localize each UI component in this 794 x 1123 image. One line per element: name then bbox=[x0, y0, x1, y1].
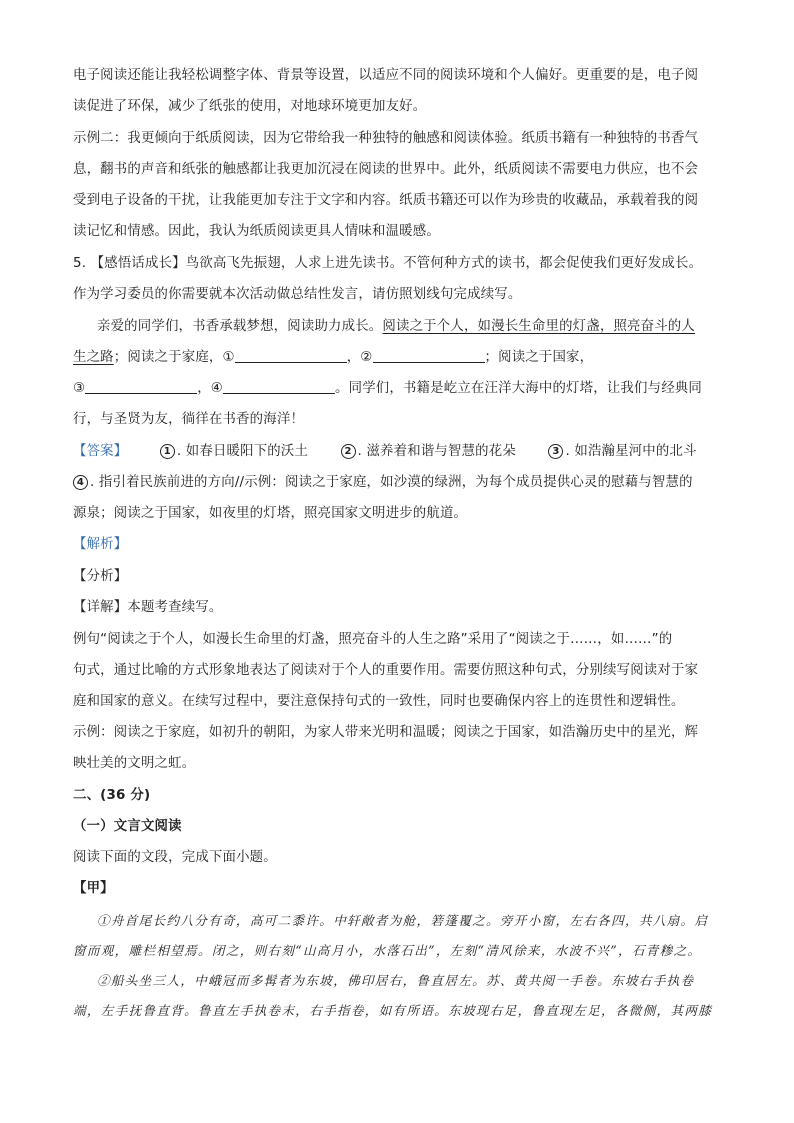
paragraph-line: 息，翻书的声音和纸张的触感都让我更加沉浸在阅读的世界中。此外，纸质阅读不需要电力供应，也不会 bbox=[73, 162, 699, 177]
paragraph-line: 电子阅读还能让我轻松调整字体、背景等设置，以适应不同的阅读环境和个人偏好。更重要的是，电子阅 bbox=[73, 68, 699, 83]
paragraph-line: 读促进了环保，减少了纸张的使用，对地球环境更加友好。 bbox=[73, 99, 427, 114]
underlined-example: 生之路 bbox=[73, 350, 114, 365]
answer-blank-2[interactable] bbox=[373, 348, 485, 363]
speech-text: 亲爱的同学们，书香承载梦想，阅读助力成长。 bbox=[97, 319, 383, 334]
speech-text: ，② bbox=[346, 350, 373, 365]
subsection-heading: （一）文言文阅读 bbox=[73, 819, 182, 834]
answer-text: . 滋养着和谐与智慧的花朵 bbox=[357, 444, 516, 459]
question-5-prompt: 5. 【感悟话成长】鸟欲高飞先振翅，人求上进先读书。不管何种方式的读书，都会促使我们更好发成长。 bbox=[73, 256, 703, 271]
classical-text-line: 端，左手抚鲁直背。鲁直左手执卷末，右手指卷，如有所语。东坡现右足，鲁直现左足，各微侧，其两膝 bbox=[73, 1003, 713, 1018]
answer-text: . 指引着民族前进的方向//示例：阅读之于家庭，如沙漠的绿洲，为每个成员提供心灵的慰藉与智慧的 bbox=[90, 475, 693, 490]
answer-line: 源泉；阅读之于国家，如夜里的灯塔，照亮国家文明进步的航道。 bbox=[73, 506, 468, 521]
answer-line bbox=[73, 442, 697, 462]
detail-text: 本题考查续写。 bbox=[127, 600, 223, 615]
paragraph-line: 读记忆和情感。因此，我认为纸质阅读更具人情味和温暖感。 bbox=[73, 224, 440, 239]
speech-line bbox=[73, 379, 702, 399]
answer-number-3: 3 bbox=[548, 444, 563, 459]
paragraph-line: 受到电子设备的干扰，让我能更加专注于文字和内容。纸质书籍还可以作为珍贵的收藏品，承载着我的阅 bbox=[73, 193, 699, 208]
detail-tag: 【详解】 bbox=[73, 600, 128, 615]
question-5-instruction: 作为学习委员的你需要就本次活动做总结性发言，请仿照划线句完成续写。 bbox=[73, 287, 522, 302]
answer-tag: 【答案】 bbox=[73, 444, 128, 459]
answer-number-1: 1 bbox=[160, 444, 175, 459]
speech-line bbox=[73, 348, 593, 368]
detail-line: 映壮美的文明之虹。 bbox=[73, 756, 196, 771]
speech-text: ，④ bbox=[197, 381, 224, 396]
answer-blank-1[interactable] bbox=[235, 348, 347, 363]
answer-text: . 如春日暖阳下的沃土 bbox=[176, 444, 309, 459]
underlined-example: 阅读之于个人，如漫长生命里的灯盏，照亮奋斗的人 bbox=[382, 319, 695, 334]
answer-line bbox=[73, 473, 693, 493]
classical-text-line: ①舟首尾长约八分有奇，高可二黍许。中轩敞者为舱，箬篷覆之。旁开小窗，左右各四，共八扇。启 bbox=[97, 913, 709, 928]
paragraph-line: 示例二：我更倾向于纸质阅读，因为它带给我一种独特的触感和阅读体验。纸质书籍有一种独特的书香气 bbox=[73, 131, 699, 146]
detail-line: 示例：阅读之于家庭，如初升的朝阳，为家人带来光明和温暖；阅读之于国家，如浩瀚历史中的星光，辉 bbox=[73, 725, 699, 740]
answer-blank-4[interactable] bbox=[223, 379, 335, 394]
detail-line: 庭和国家的意义。在续写过程中，要注意保持句式的一致性，同时也要确保内容上的连贯性和逻辑性。 bbox=[73, 694, 685, 709]
answer-number-4: 4 bbox=[73, 475, 88, 490]
speech-text: ③ bbox=[73, 381, 86, 396]
classical-text-line: ②船头坐三人，中峨冠而多髯者为东坡，佛印居右，鲁直居左。苏、黄共阅一手卷。东坡右手执卷 bbox=[97, 973, 695, 988]
section-heading: 二、(36 分) bbox=[73, 788, 151, 803]
fenxi-tag: 【分析】 bbox=[73, 569, 128, 584]
detail-line: 句式，通过比喻的方式形象地表达了阅读对于个人的重要作用。需要仿照这种句式，分别续写阅读对于家 bbox=[73, 663, 699, 678]
speech-line bbox=[97, 317, 695, 337]
speech-text: ；阅读之于国家， bbox=[484, 350, 594, 365]
detail-line: 例句“阅读之于个人，如漫长生命里的灯盏，照亮奋斗的人生之路”采用了“阅读之于……，如……”的 bbox=[73, 632, 673, 647]
detail-line bbox=[73, 598, 223, 618]
passage-label: 【甲】 bbox=[73, 881, 114, 896]
answer-number-2: 2 bbox=[341, 444, 356, 459]
speech-text: 。同学们，书籍是屹立在汪洋大海中的灯塔，让我们与经典同 bbox=[335, 381, 702, 396]
analysis-tag: 【解析】 bbox=[73, 537, 128, 552]
speech-line: 行，与圣贤为友，徜徉在书香的海洋！ bbox=[73, 412, 305, 427]
answer-text: . 如浩瀚星河中的北斗 bbox=[565, 444, 697, 459]
answer-blank-3[interactable] bbox=[85, 379, 197, 394]
classical-text-line: 窗而观，雕栏相望焉。闭之，则右刻“山高月小，水落石出”，左刻“清风徐来，水波不兴”，石青糁之。 bbox=[73, 943, 702, 958]
reading-instruction: 阅读下面的文段，完成下面小题。 bbox=[73, 850, 277, 865]
speech-text: ；阅读之于家庭，① bbox=[113, 350, 235, 365]
